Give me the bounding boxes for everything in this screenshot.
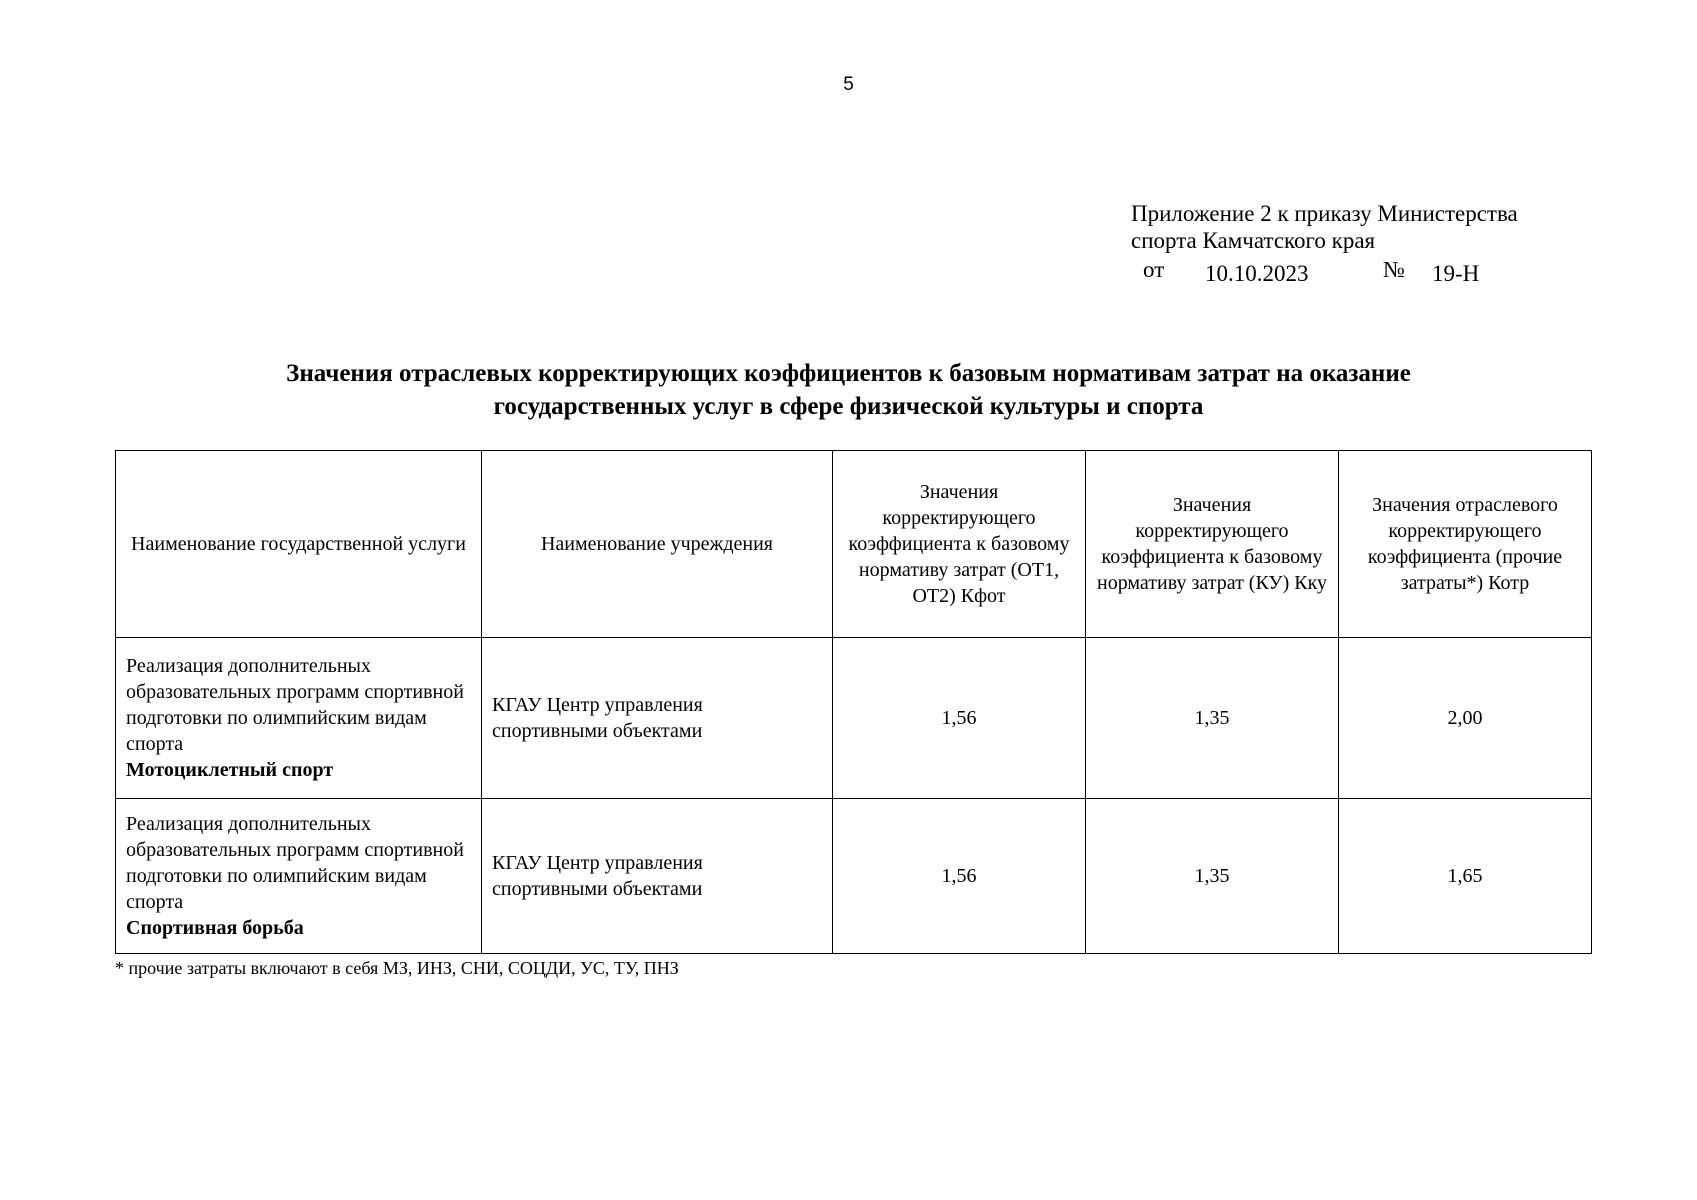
- service-description: Реализация дополнительных образовательных программ спортивной подготовки по олимпийским видам спорта: [126, 655, 464, 755]
- header-institution-name: Наименование учреждения: [482, 451, 833, 638]
- kotr-value: 2,00: [1339, 638, 1592, 799]
- appendix-number: 19-Н: [1432, 261, 1480, 286]
- header-kku: Значения корректирующего коэффициента к базовому нормативу затрат (КУ) Кку: [1086, 451, 1339, 638]
- kku-value: 1,35: [1086, 799, 1339, 954]
- kotr-value: 1,65: [1339, 799, 1592, 954]
- service-description: Реализация дополнительных образовательных программ спортивной подготовки по олимпийским видам спорта: [126, 813, 464, 913]
- service-cell: [116, 799, 482, 954]
- appendix-date: 10.10.2023: [1205, 261, 1309, 286]
- kfot-value: 1,56: [833, 638, 1086, 799]
- footnote: * прочие затраты включают в себя МЗ, ИНЗ, СНИ, СОЦДИ, УС, ТУ, ПНЗ: [115, 958, 679, 978]
- table-header-row: [116, 451, 1592, 638]
- header-service-name: Наименование государственной услуги: [116, 451, 482, 638]
- institution-cell: КГАУ Центр управления спортивными объектами: [482, 638, 833, 799]
- document-title: [100, 357, 1597, 423]
- appendix-number-sign: №: [1383, 257, 1405, 282]
- document-title-line-2: государственных услуг в сфере физической культуры и спорта: [493, 393, 1204, 420]
- service-cell: [116, 638, 482, 799]
- page-number: 5: [843, 74, 854, 95]
- kku-value: 1,35: [1086, 638, 1339, 799]
- institution-cell: КГАУ Центр управления спортивными объектами: [482, 799, 833, 954]
- appendix-line-1: Приложение 2 к приказу Министерства: [1131, 201, 1518, 226]
- header-kfot: Значения корректирующего коэффициента к базовому нормативу затрат (ОТ1, ОТ2) Кфот: [833, 451, 1086, 638]
- sport-name: Мотоциклетный спорт: [126, 759, 334, 781]
- appendix-date-line: [1131, 256, 1631, 286]
- table-row: [116, 799, 1592, 954]
- kfot-value: 1,56: [833, 799, 1086, 954]
- appendix-line-2: спорта Камчатского края: [1131, 228, 1376, 253]
- sport-name: Спортивная борьба: [126, 917, 304, 939]
- document-title-line-1: Значения отраслевых корректирующих коэффициентов к базовым нормативам затрат на оказание: [286, 360, 1411, 387]
- table-row: [116, 638, 1592, 799]
- coefficients-table: [115, 450, 1592, 954]
- appendix-block: [1131, 200, 1631, 286]
- header-kotr: Значения отраслевого корректирующего коэффициента (прочие затраты*) Котр: [1339, 451, 1592, 638]
- appendix-ot-label: от: [1143, 257, 1165, 282]
